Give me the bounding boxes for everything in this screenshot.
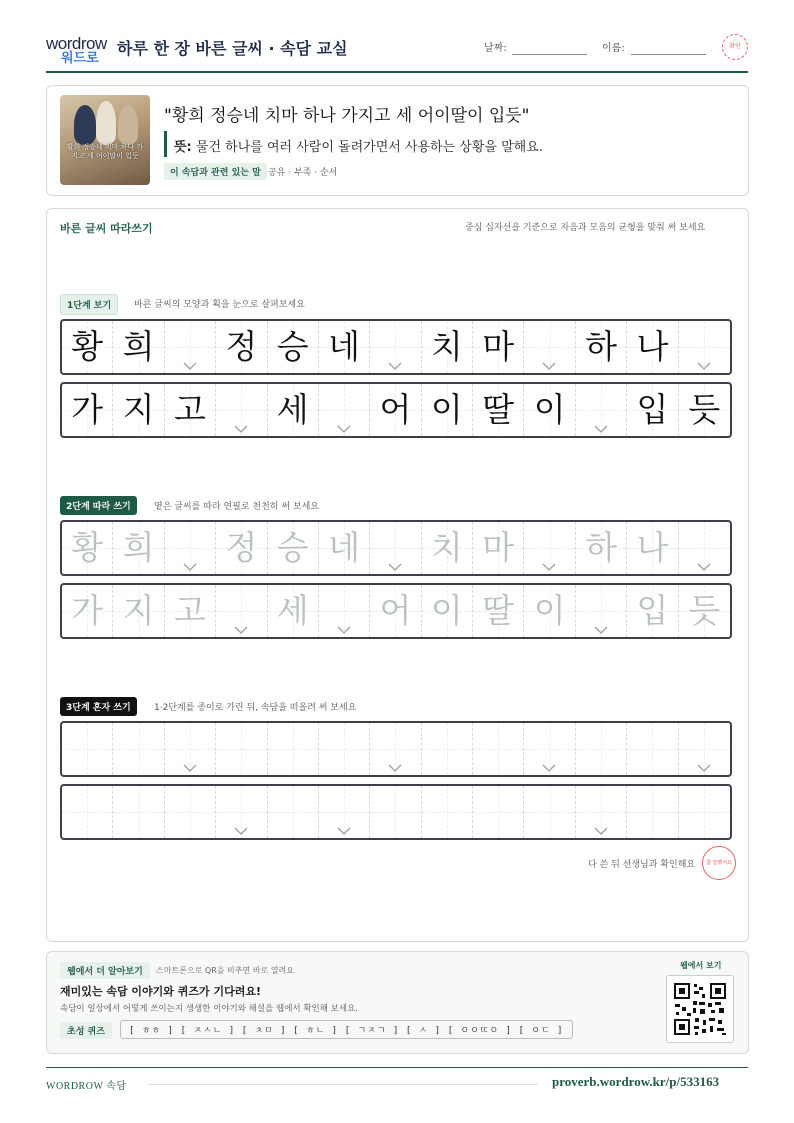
- writing-cell: [576, 321, 627, 373]
- space-marker-icon: [234, 827, 248, 835]
- step1-desc: 바른 글씨의 모양과 획을 눈으로 살펴보세요: [134, 300, 305, 310]
- cell-guide-horizontal: [268, 749, 318, 750]
- space-marker-icon: [183, 362, 197, 370]
- cell-guide-horizontal: [473, 812, 523, 813]
- well-done-stamp-text: 참 잘했어요: [706, 860, 732, 866]
- practice-character: 네: [328, 528, 361, 567]
- practice-character: 마: [482, 327, 515, 366]
- step2-row-1[interactable]: [60, 520, 732, 576]
- cell-guide-horizontal: [165, 812, 215, 813]
- space-marker-icon: [337, 425, 351, 433]
- practice-character: 어: [379, 390, 412, 429]
- writing-cell[interactable]: [62, 786, 113, 838]
- writing-cell[interactable]: [370, 585, 421, 637]
- related-words: 공유 · 부족 · 순서: [268, 168, 338, 178]
- cell-guide-horizontal: [319, 611, 369, 612]
- cell-guide-horizontal: [113, 749, 163, 750]
- step1-badge: 1단계 보기: [60, 294, 118, 315]
- space-cell[interactable]: [165, 522, 216, 574]
- cell-guide-horizontal: [627, 812, 677, 813]
- writing-cell[interactable]: [473, 786, 524, 838]
- writing-cell[interactable]: [627, 522, 678, 574]
- writing-cell: [679, 384, 730, 436]
- related-words-badge: 이 속담과 관련 있는 말: [164, 163, 267, 180]
- cell-guide-horizontal: [319, 410, 369, 411]
- practice-character: 치: [430, 528, 463, 567]
- writing-cell: [216, 321, 267, 373]
- writing-cell[interactable]: [319, 522, 370, 574]
- practice-character: 승: [276, 528, 309, 567]
- space-cell[interactable]: [319, 585, 370, 637]
- cell-guide-horizontal: [113, 812, 163, 813]
- practice-character: 세: [276, 390, 309, 429]
- space-marker-icon: [337, 827, 351, 835]
- confirm-text: 다 쓴 뒤 선생님과 확인해요: [588, 860, 696, 870]
- space-cell[interactable]: [370, 522, 421, 574]
- cell-guide-horizontal: [216, 812, 266, 813]
- practice-character: 세: [276, 591, 309, 630]
- name-field[interactable]: [631, 53, 706, 55]
- qr-code-icon: [667, 976, 733, 1042]
- cell-guide-horizontal: [62, 749, 112, 750]
- writing-cell: [627, 321, 678, 373]
- practice-character: 네: [328, 327, 361, 366]
- space-marker-icon: [697, 362, 711, 370]
- writing-cell: [473, 321, 524, 373]
- writing-cell: [473, 384, 524, 436]
- space-marker-icon: [697, 764, 711, 772]
- space-cell[interactable]: [370, 723, 421, 775]
- initial-sound-quiz: [ ㅎㅎ ] [ ㅈㅅㄴ ] [ ㅊㅁ ] [ ㅎㄴ ] [ ㄱㅈㄱ ] [ ㅅ ] [ ㅇㅇㄸㅇ ] [ ㅇㄷ ]: [120, 1020, 573, 1039]
- cell-guide-horizontal: [524, 548, 574, 549]
- space-marker-icon: [337, 626, 351, 634]
- qr-code[interactable]: [666, 975, 734, 1043]
- space-marker-icon: [542, 563, 556, 571]
- writing-cell[interactable]: [165, 786, 216, 838]
- qr-hint: 스마트폰으로 QR을 비추면 바로 열려요: [156, 966, 294, 975]
- meaning-text: 물건 하나를 여러 사람이 돌려가면서 사용하는 상황을 말해요.: [195, 140, 543, 155]
- practice-character: 정: [225, 327, 258, 366]
- practice-character: 하: [585, 327, 617, 366]
- step3-row-1[interactable]: [60, 721, 732, 777]
- writing-cell[interactable]: [627, 585, 678, 637]
- check-stamp-text: 확인: [729, 43, 741, 50]
- writing-cell: [319, 321, 370, 373]
- writing-cell[interactable]: [576, 723, 627, 775]
- cell-guide-horizontal: [422, 749, 472, 750]
- cell-guide-horizontal: [370, 347, 420, 348]
- step2-badge: 2단계 따라 쓰기: [60, 496, 137, 515]
- meaning-label: 뜻:: [174, 140, 192, 155]
- proverb-meaning: [174, 136, 543, 155]
- practice-character: 고: [174, 390, 206, 429]
- cell-guide-horizontal: [216, 611, 266, 612]
- space-marker-icon: [388, 362, 402, 370]
- footer-divider: [46, 1067, 748, 1068]
- writing-cell[interactable]: [524, 786, 575, 838]
- writing-cell: [165, 384, 216, 436]
- writing-cell[interactable]: [576, 522, 627, 574]
- space-cell[interactable]: [165, 723, 216, 775]
- cell-guide-horizontal: [216, 749, 266, 750]
- space-marker-icon: [697, 563, 711, 571]
- practice-character: 가: [71, 591, 104, 630]
- writing-cell[interactable]: [627, 723, 678, 775]
- practice-character: 희: [122, 528, 155, 567]
- cell-guide-horizontal: [524, 347, 574, 348]
- writing-cell: [268, 321, 319, 373]
- cell-guide-horizontal: [422, 812, 472, 813]
- writing-cell[interactable]: [370, 786, 421, 838]
- step2-desc: 옅은 글씨를 따라 연필로 천천히 써 보세요: [154, 502, 319, 512]
- practice-character: 딸: [482, 591, 515, 630]
- practice-character: 이: [533, 390, 566, 429]
- step1-row-1: [60, 319, 732, 375]
- cell-guide-horizontal: [473, 749, 523, 750]
- practice-character: 황: [71, 327, 104, 366]
- cell-guide-horizontal: [319, 812, 369, 813]
- logo-text: wordrow: [46, 34, 107, 53]
- figure-center: [96, 101, 116, 145]
- cell-guide-horizontal: [627, 749, 677, 750]
- footer-line: [148, 1084, 538, 1085]
- page-title: 하루 한 장 바른 글씨 · 속담 교실: [117, 39, 348, 58]
- space-marker-icon: [594, 827, 608, 835]
- writing-cell[interactable]: [113, 585, 164, 637]
- practice-character: 나: [636, 327, 669, 366]
- cell-guide-horizontal: [576, 410, 626, 411]
- practice-character: 마: [482, 528, 515, 567]
- writing-cell[interactable]: [679, 786, 730, 838]
- space-marker-icon: [234, 425, 248, 433]
- space-cell[interactable]: [576, 786, 627, 838]
- writing-cell[interactable]: [165, 585, 216, 637]
- logo-korean: 워드로: [61, 51, 99, 66]
- writing-cell: [370, 384, 421, 436]
- space-marker-icon: [594, 626, 608, 634]
- figure-right: [118, 105, 138, 145]
- practice-character: 입: [636, 591, 669, 630]
- header-divider: [46, 71, 748, 73]
- space-cell[interactable]: [216, 585, 267, 637]
- space-cell[interactable]: [524, 723, 575, 775]
- cell-guide-horizontal: [62, 812, 112, 813]
- cell-guide-horizontal: [679, 812, 730, 813]
- writing-cell[interactable]: [216, 522, 267, 574]
- writing-cell[interactable]: [524, 585, 575, 637]
- proverb-text: "황희 정승네 치마 하나 가지고 세 어이딸이 입듯": [164, 106, 530, 126]
- web-info-title: 재미있는 속담 이야기와 퀴즈가 기다려요!: [60, 985, 261, 998]
- practice-character: 지: [122, 390, 155, 429]
- practice-character: 이: [430, 390, 463, 429]
- practice-character: 희: [122, 327, 155, 366]
- space-cell: [679, 321, 730, 373]
- figure-left: [74, 105, 96, 145]
- practice-title: 바른 글씨 따라쓰기: [60, 222, 153, 235]
- writing-cell[interactable]: [113, 522, 164, 574]
- practice-character: 지: [122, 591, 155, 630]
- space-cell[interactable]: [319, 786, 370, 838]
- step3-row-2[interactable]: [60, 784, 732, 840]
- space-marker-icon: [594, 425, 608, 433]
- space-marker-icon: [183, 764, 197, 772]
- cell-guide-horizontal: [216, 410, 266, 411]
- meaning-accent-bar: [164, 131, 167, 157]
- practice-character: 이: [533, 591, 566, 630]
- name-label: 이름:: [602, 43, 625, 54]
- space-cell[interactable]: [524, 522, 575, 574]
- date-field[interactable]: [512, 53, 587, 55]
- writing-cell[interactable]: [268, 786, 319, 838]
- practice-character: 가: [71, 390, 104, 429]
- writing-cell[interactable]: [268, 585, 319, 637]
- space-cell: [524, 321, 575, 373]
- space-cell: [370, 321, 421, 373]
- qr-label: 웹에서 보기: [680, 961, 722, 970]
- space-marker-icon: [183, 563, 197, 571]
- web-info-desc: 속담이 일상에서 어떻게 쓰이는지 생생한 이야기와 해설을 웹에서 확인해 보세요.: [60, 1004, 358, 1014]
- space-marker-icon: [388, 764, 402, 772]
- writing-cell: [113, 321, 164, 373]
- practice-character: 하: [585, 528, 617, 567]
- writing-cell: [268, 384, 319, 436]
- writing-cell[interactable]: [113, 723, 164, 775]
- check-stamp: [722, 34, 748, 60]
- proverb-illustration: [60, 95, 150, 185]
- writing-cell: [627, 384, 678, 436]
- cell-guide-horizontal: [370, 812, 420, 813]
- writing-cell[interactable]: [62, 723, 113, 775]
- practice-character: 정: [225, 528, 258, 567]
- writing-cell[interactable]: [216, 723, 267, 775]
- writing-cell[interactable]: [473, 522, 524, 574]
- writing-cell: [62, 321, 113, 373]
- space-cell[interactable]: [679, 723, 730, 775]
- cell-guide-horizontal: [370, 749, 420, 750]
- practice-character: 입: [636, 390, 669, 429]
- practice-character: 승: [276, 327, 309, 366]
- writing-cell: [422, 384, 473, 436]
- well-done-stamp: [702, 846, 736, 880]
- writing-cell: [62, 384, 113, 436]
- space-marker-icon: [542, 362, 556, 370]
- step3-badge: 3단계 혼자 쓰기: [60, 697, 137, 716]
- practice-character: 딸: [482, 390, 515, 429]
- writing-cell[interactable]: [422, 786, 473, 838]
- practice-character: 어: [379, 591, 412, 630]
- writing-cell[interactable]: [422, 522, 473, 574]
- writing-cell[interactable]: [319, 723, 370, 775]
- writing-cell: [422, 321, 473, 373]
- cell-guide-horizontal: [165, 749, 215, 750]
- writing-cell[interactable]: [62, 522, 113, 574]
- space-cell: [576, 384, 627, 436]
- step1-row-2: [60, 382, 732, 438]
- cell-guide-horizontal: [679, 749, 730, 750]
- quiz-badge: 초성 퀴즈: [60, 1022, 112, 1039]
- cell-guide-horizontal: [165, 548, 215, 549]
- practice-character: 듯: [688, 591, 721, 630]
- practice-subtitle: 중심 십자선을 기준으로 자음과 모음의 균형을 맞춰 써 보세요: [465, 223, 706, 233]
- space-cell: [165, 321, 216, 373]
- space-marker-icon: [234, 626, 248, 634]
- cell-guide-horizontal: [165, 347, 215, 348]
- step3-desc: 1·2단계를 종이로 가린 뒤, 속담을 떠올려 써 보세요: [154, 703, 357, 713]
- wordrow-logo: [46, 34, 108, 66]
- writing-cell[interactable]: [268, 723, 319, 775]
- cell-guide-horizontal: [319, 749, 369, 750]
- cell-guide-horizontal: [576, 812, 626, 813]
- space-cell[interactable]: [576, 585, 627, 637]
- cell-guide-horizontal: [370, 548, 420, 549]
- space-cell[interactable]: [679, 522, 730, 574]
- writing-cell[interactable]: [422, 723, 473, 775]
- practice-character: 듯: [688, 390, 721, 429]
- writing-cell[interactable]: [62, 585, 113, 637]
- cell-guide-horizontal: [576, 611, 626, 612]
- writing-cell: [113, 384, 164, 436]
- practice-character: 치: [430, 327, 463, 366]
- footer-brand: WORDROW 속담: [46, 1081, 127, 1092]
- web-more-badge: 웹에서 더 알아보기: [60, 962, 150, 979]
- practice-character: 나: [636, 528, 669, 567]
- practice-character: 황: [71, 528, 104, 567]
- writing-cell[interactable]: [473, 585, 524, 637]
- cell-guide-horizontal: [268, 812, 318, 813]
- illustration-caption: 황희 정승네 치마 하나 가지고 세 어이딸이 입듯: [66, 143, 144, 160]
- space-cell: [319, 384, 370, 436]
- practice-character: 이: [430, 591, 463, 630]
- space-cell: [216, 384, 267, 436]
- cell-guide-horizontal: [524, 749, 574, 750]
- writing-cell: [524, 384, 575, 436]
- step2-row-2[interactable]: [60, 583, 732, 639]
- footer-url[interactable]: proverb.wordrow.kr/p/533163: [552, 1074, 720, 1089]
- cell-guide-horizontal: [524, 812, 574, 813]
- space-cell[interactable]: [216, 786, 267, 838]
- writing-cell[interactable]: [473, 723, 524, 775]
- space-marker-icon: [388, 563, 402, 571]
- writing-cell[interactable]: [113, 786, 164, 838]
- writing-cell[interactable]: [627, 786, 678, 838]
- writing-cell[interactable]: [268, 522, 319, 574]
- cell-guide-horizontal: [679, 347, 730, 348]
- practice-character: 고: [174, 591, 206, 630]
- writing-cell[interactable]: [679, 585, 730, 637]
- writing-cell[interactable]: [422, 585, 473, 637]
- cell-guide-horizontal: [576, 749, 626, 750]
- date-label: 날짜:: [484, 43, 507, 54]
- space-marker-icon: [542, 764, 556, 772]
- cell-guide-horizontal: [679, 548, 730, 549]
